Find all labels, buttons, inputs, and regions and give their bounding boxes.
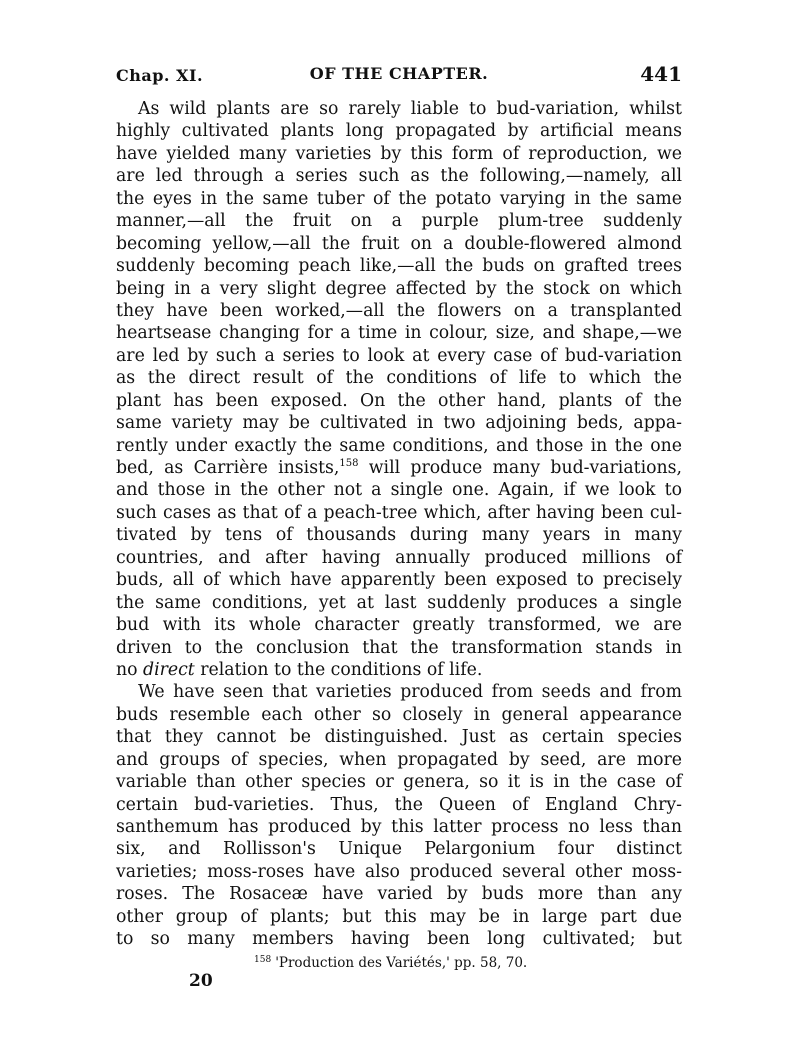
text-run: will produce many bud-variations, [358, 458, 683, 478]
page-number: 441 [640, 62, 682, 86]
text-line: other group of plants; but this may be in large part due [116, 906, 682, 927]
text-line: are led through a series such as the following,—namely, all [116, 166, 682, 187]
text-line: variable than other species or genera, so it is in the case of [116, 772, 682, 793]
text-line: the same conditions, yet at last suddenly produces a single [116, 592, 682, 613]
chapter-label: Chap. XI. [116, 66, 204, 85]
running-header [116, 62, 682, 86]
text-line: the eyes in the same tuber of the potato varying in the same [116, 188, 682, 209]
text-line: bud with its whole character greatly transformed, we are [116, 615, 682, 636]
text-line [116, 659, 682, 681]
text-line: santhemum has produced by this latter process no less than [116, 817, 682, 837]
signature-mark: 20 [189, 971, 213, 991]
text-line: certain bud-varieties. Thus, the Queen of England Chry- [116, 794, 682, 815]
text-line: they have been worked,—all the flowers on a transplanted [116, 300, 682, 321]
footnote-text: 'Production des Variétés,' pp. 58, 70. [275, 955, 528, 971]
text-line: We have seen that varieties produced from seeds and from [138, 682, 682, 703]
text-line: buds, all of which have apparently been exposed to precisely [116, 570, 682, 591]
text-line: tivated by tens of thousands during many years in many [116, 525, 682, 546]
text-run: relation to the conditions of life. [194, 659, 483, 680]
body-text [116, 98, 682, 951]
text-line: heartsease changing for a time in colour, size, and shape,—we [116, 323, 682, 344]
emphasis-text: direct [143, 659, 195, 680]
text-line: As wild plants are so rarely liable to bud-variation, whilst [138, 99, 682, 119]
footnote [254, 955, 527, 971]
text-line: plant has been exposed. On the other hand, plants of the [116, 390, 682, 411]
text-line: buds resemble each other so closely in general appearance [116, 704, 682, 725]
text-line: highly cultivated plants long propagated by artificial means [116, 121, 682, 142]
text-line: and groups of species, when propagated by seed, are more [116, 749, 682, 770]
footnote-reference: 158 [339, 458, 359, 470]
text-line: such cases as that of a peach-tree which, after having been cul- [116, 502, 682, 523]
text-line: suddenly becoming peach like,—all the buds on grafted trees [116, 256, 682, 277]
running-title: OF THE CHAPTER. [309, 64, 489, 83]
text-line: becoming yellow,—all the fruit on a double-flowered almond [116, 233, 682, 254]
text-line: roses. The Rosaceæ have varied by buds more than any [116, 884, 682, 905]
text-line: that they cannot be distinguished. Just as certain species [116, 727, 682, 748]
text-line: have yielded many varieties by this form of reproduction, we [116, 143, 682, 164]
text-run: bed, as Carrière insists, [116, 458, 340, 478]
text-line: same variety may be cultivated in two adjoining beds, appa- [116, 413, 682, 434]
footnote-mark: 158 [254, 954, 272, 965]
text-run: no [116, 659, 144, 680]
text-line: are led by such a series to look at every case of bud-variation [116, 345, 682, 366]
text-line: being in a very slight degree affected by the stock on which [116, 278, 682, 299]
text-line: rently under exactly the same conditions, and those in the one [116, 435, 682, 456]
text-line: as the direct result of the conditions of life to which the [116, 368, 682, 389]
text-line: manner,—all the fruit on a purple plum-tree suddenly [116, 211, 682, 232]
text-line: and those in the other not a single one. Again, if we look to [116, 480, 682, 501]
text-line [116, 457, 682, 479]
text-line: countries, and after having annually produced millions of [116, 547, 682, 568]
text-line: varieties; moss-roses have also produced several other moss- [116, 861, 682, 882]
text-line: to so many members having been long cultivated; but [116, 929, 682, 950]
text-line: six, and Rollisson's Unique Pelargonium four distinct [116, 839, 682, 860]
text-line: driven to the conclusion that the transformation stands in [116, 637, 682, 658]
